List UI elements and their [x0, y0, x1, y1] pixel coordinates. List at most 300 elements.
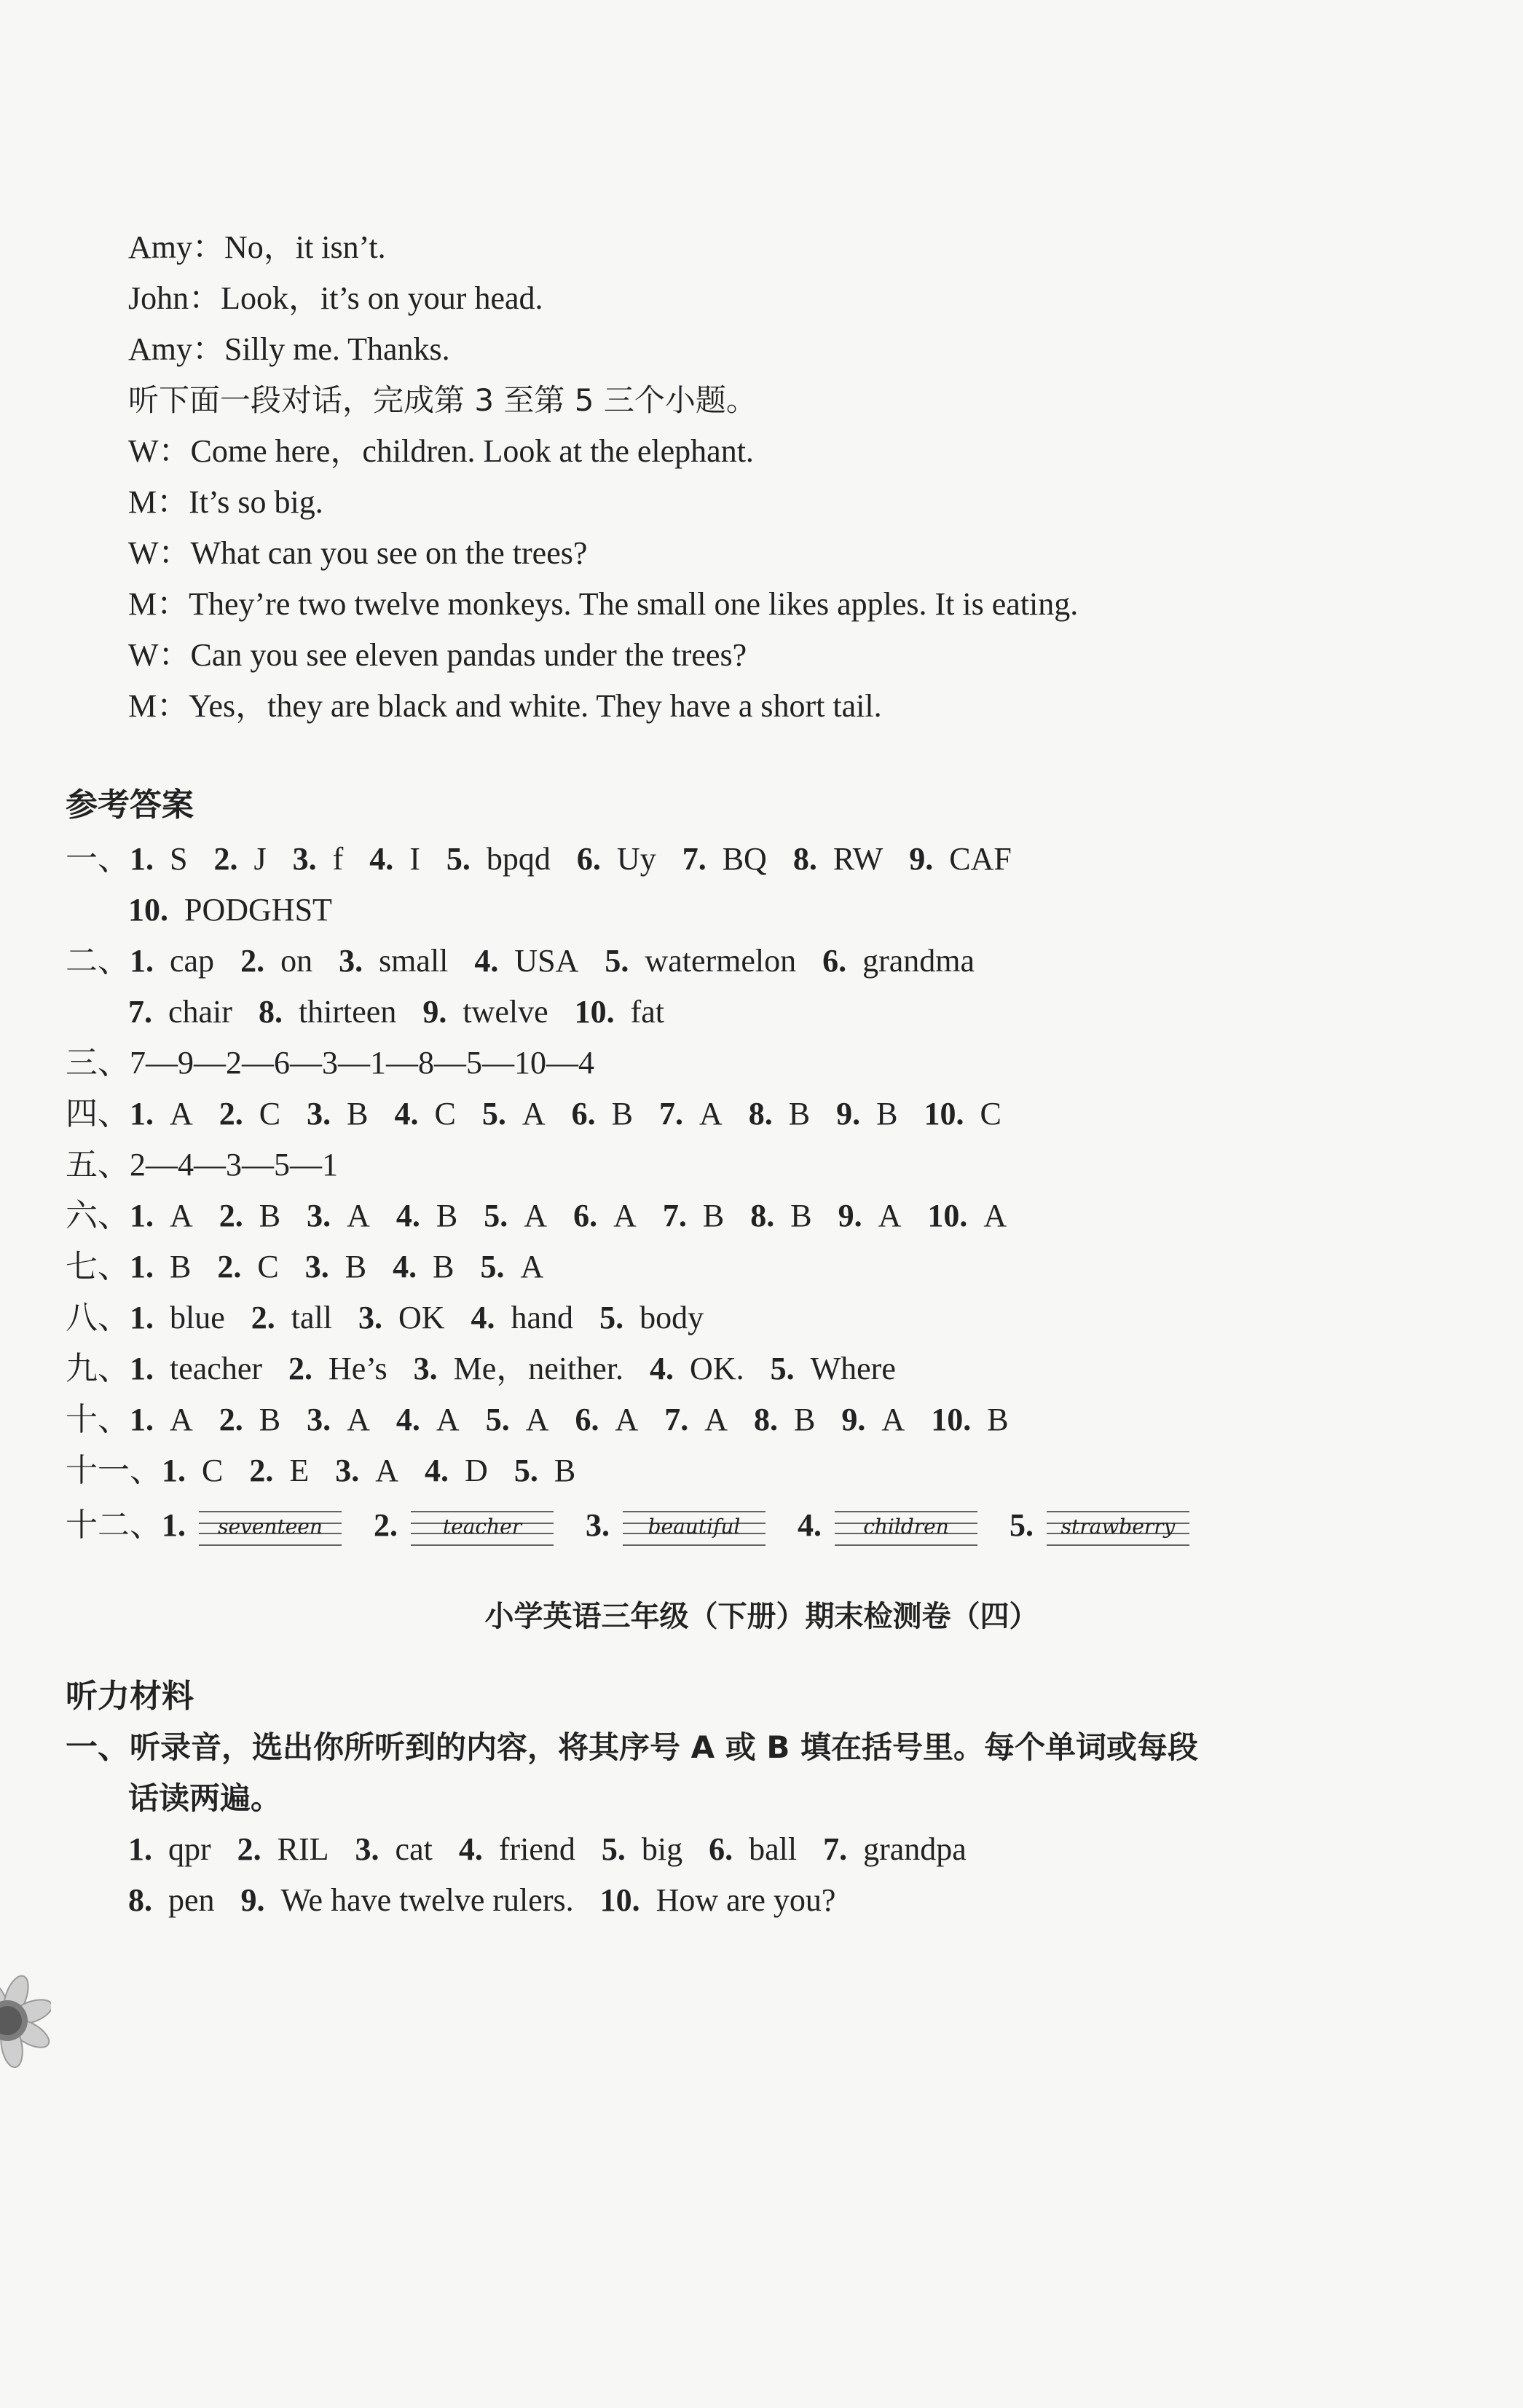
item-answer: A — [520, 1249, 544, 1284]
item-number: 1. — [162, 1507, 186, 1543]
item-answer: qpr — [168, 1831, 211, 1867]
answer-item — [259, 990, 396, 1034]
answer-item — [219, 1398, 280, 1442]
answer-item — [605, 939, 796, 983]
handwriting-line — [411, 1507, 554, 1550]
item-answer: C — [257, 1249, 279, 1284]
item-number: 4. — [458, 1831, 483, 1867]
answer-row-6 — [66, 1194, 1033, 1238]
dialogue-line: Amy：No，it isn’t. — [128, 229, 386, 265]
answer-row-5 — [66, 1143, 338, 1187]
item-number: 4. — [650, 1351, 674, 1386]
item-number: 2. — [374, 1507, 398, 1543]
item-number: 4. — [395, 1402, 420, 1437]
answer-row-11 — [66, 1449, 602, 1493]
answer-row-1-cont — [128, 888, 358, 932]
handwriting-line — [199, 1507, 342, 1550]
item-answer: twelve — [463, 994, 548, 1030]
item-number: 2. — [217, 1249, 242, 1284]
item-number: 6. — [573, 1198, 598, 1233]
item-answer: A — [375, 1453, 399, 1488]
answer-row-1 — [66, 837, 1038, 881]
answer-row-2-cont — [128, 990, 690, 1034]
answer-item — [393, 1245, 454, 1289]
item-answer: B — [790, 1198, 812, 1233]
item-number: 3. — [307, 1096, 331, 1132]
answer-item — [355, 1828, 433, 1871]
item-number: 10. — [924, 1096, 964, 1132]
answer-item — [130, 1296, 225, 1340]
answer-item — [664, 1398, 728, 1442]
section-label: 三、 — [66, 1044, 130, 1081]
item-number: 1. — [130, 841, 154, 877]
item-number: 7. — [659, 1096, 683, 1132]
item-answer: thirteen — [298, 994, 397, 1030]
item-number: 5. — [485, 1402, 510, 1437]
answer-item — [240, 939, 312, 983]
item-number: 1. — [130, 1300, 154, 1335]
item-number: 1. — [130, 1351, 154, 1386]
item-number: 3. — [358, 1300, 382, 1335]
item-number: 2. — [249, 1453, 274, 1488]
dialogue-line: M：Yes，they are black and white. They have a short tail. — [128, 688, 882, 724]
item-answer: A — [347, 1198, 370, 1233]
listening-items-row1 — [128, 1828, 993, 1871]
item-number: 1. — [130, 1402, 154, 1437]
item-number: 9. — [841, 1402, 866, 1437]
item-number: 10. — [574, 994, 615, 1030]
item-number: 5. — [480, 1249, 505, 1284]
answer-item — [395, 1092, 456, 1136]
item-number: 4. — [394, 1096, 419, 1132]
item-number: 6. — [709, 1831, 733, 1867]
section-label: 六、 — [66, 1197, 130, 1234]
handwritten-word: seventeen — [218, 1514, 323, 1539]
answer-item — [307, 1194, 370, 1238]
answer-row-10 — [66, 1398, 1035, 1442]
answer-item — [480, 1245, 543, 1289]
item-answer: B — [876, 1096, 898, 1132]
item-answer: OK — [398, 1300, 445, 1335]
item-answer: B — [259, 1198, 281, 1233]
answer-item — [414, 1347, 623, 1391]
item-number: 5. — [481, 1096, 506, 1132]
item-answer: B — [702, 1198, 725, 1233]
item-answer: B — [259, 1402, 281, 1437]
dialogue-line: Amy：Silly me. Thanks. — [128, 331, 450, 367]
answer-item — [575, 1398, 638, 1442]
section-label: 一、 — [66, 1729, 130, 1766]
item-answer: How are you? — [656, 1882, 836, 1918]
dialogue-line: M：They’re two twelve monkeys. The small one likes apples. It is eating. — [128, 586, 1079, 622]
answer-item — [128, 1828, 211, 1871]
item-answer: C — [980, 1096, 1001, 1132]
item-number: 3. — [307, 1198, 331, 1233]
answer-item — [771, 1347, 896, 1391]
answer-item — [339, 939, 448, 983]
item-number: 2. — [240, 943, 265, 979]
listening-instruction-line1 — [66, 1726, 1198, 1769]
item-answer: A — [347, 1402, 370, 1437]
section-label: 十一、 — [66, 1452, 162, 1489]
section-label: 二、 — [66, 942, 130, 979]
handwritten-word: strawberry — [1060, 1514, 1176, 1539]
answer-item — [130, 1245, 191, 1289]
item-number: 6. — [822, 943, 847, 979]
item-number: 2. — [251, 1300, 275, 1335]
answer-item — [288, 1347, 387, 1391]
answer-item — [130, 939, 214, 983]
answer-item — [749, 1092, 810, 1136]
answer-item — [841, 1398, 905, 1442]
item-number: 8. — [128, 1882, 152, 1918]
item-answer: S — [170, 841, 188, 877]
answer-item — [750, 1194, 811, 1238]
answer-item — [600, 1879, 836, 1922]
answer-item — [577, 837, 656, 881]
item-number: 3. — [586, 1507, 610, 1543]
item-answer: teacher — [170, 1351, 262, 1386]
listening-items-row2 — [128, 1879, 862, 1922]
item-number: 2. — [219, 1096, 243, 1132]
item-answer: B — [436, 1198, 458, 1233]
dialogue-line: M：It’s so big. — [128, 484, 323, 520]
item-number: 7. — [823, 1831, 848, 1867]
item-number: 2. — [213, 841, 238, 877]
answer-row-7 — [66, 1245, 570, 1289]
answer-item — [663, 1194, 724, 1238]
item-answer: E — [289, 1453, 310, 1488]
item-number: 4. — [471, 1300, 495, 1335]
answer-item — [128, 990, 232, 1034]
item-number: 3. — [355, 1831, 379, 1867]
item-answer: Uy — [616, 841, 656, 877]
item-number: 2. — [219, 1198, 243, 1233]
answer-item — [241, 1879, 574, 1922]
answer-row-12-handwriting — [66, 1504, 1221, 1550]
test-title: 小学英语三年级（下册）期末检测卷（四） — [484, 1600, 1039, 1633]
item-number: 5. — [605, 943, 629, 979]
order-sequence: 7—9—2—6—3—1—8—5—10—4 — [130, 1045, 594, 1081]
item-answer: He’s — [328, 1351, 387, 1386]
item-answer: A — [699, 1096, 723, 1132]
item-number: 8. — [792, 841, 817, 877]
item-answer: B — [433, 1249, 454, 1284]
answer-item — [575, 990, 664, 1034]
answer-item — [822, 939, 975, 983]
answer-item — [335, 1449, 398, 1493]
item-answer: A — [881, 1402, 905, 1437]
answer-item — [128, 888, 332, 932]
item-number: 2. — [219, 1402, 243, 1437]
answer-item — [251, 1296, 332, 1340]
item-number: 1. — [130, 1198, 154, 1233]
item-answer: A — [170, 1096, 193, 1132]
item-number: 5. — [446, 841, 471, 877]
item-answer: RIL — [277, 1831, 329, 1867]
item-answer: Me，neither. — [453, 1351, 624, 1386]
instruction-text: 听录音，选出你所听到的内容，将其序号 A 或 B 填在括号里。每个单词或每段 — [130, 1729, 1199, 1765]
answer-item — [599, 1296, 704, 1340]
item-number: 5. — [770, 1351, 795, 1386]
item-number: 3. — [413, 1351, 438, 1386]
item-number: 3. — [292, 841, 317, 877]
item-answer: A — [613, 1198, 637, 1233]
item-number: 4. — [798, 1507, 822, 1543]
answer-item — [682, 837, 767, 881]
item-number: 3. — [335, 1453, 360, 1488]
section-label: 九、 — [66, 1350, 130, 1387]
item-number: 3. — [307, 1402, 331, 1437]
item-answer: on — [280, 943, 313, 979]
item-answer: A — [615, 1402, 639, 1437]
answer-item — [396, 1194, 457, 1238]
item-answer: OK. — [690, 1351, 744, 1386]
item-answer: D — [465, 1453, 488, 1488]
item-number: 9. — [836, 1096, 861, 1132]
answer-item — [128, 1879, 215, 1922]
item-number: 7. — [128, 994, 152, 1030]
item-number: 3. — [304, 1249, 329, 1284]
answer-item — [213, 837, 266, 881]
answer-item — [130, 837, 187, 881]
listening-instruction: 听下面一段对话，完成第 3 至第 5 三个小题。 — [128, 382, 757, 418]
answer-item — [514, 1449, 575, 1493]
dialogue-line: W：Come here，children. Look at the elephant. — [128, 433, 754, 469]
item-number: 4. — [474, 943, 499, 979]
item-answer: BQ — [722, 841, 767, 877]
handwriting-line — [1047, 1507, 1189, 1550]
item-answer: B — [554, 1453, 576, 1488]
answer-item — [927, 1194, 1007, 1238]
item-number: 9. — [240, 1882, 265, 1918]
item-number: 1. — [130, 943, 154, 979]
answer-item — [396, 1398, 460, 1442]
answer-item — [307, 1092, 368, 1136]
handwritten-word: teacher — [442, 1514, 522, 1539]
section-label: 一、 — [66, 840, 130, 877]
item-answer: pen — [168, 1882, 215, 1918]
answer-item — [249, 1449, 309, 1493]
item-answer: A — [525, 1402, 549, 1437]
answer-item — [369, 837, 420, 881]
handwriting-line — [835, 1507, 977, 1550]
answer-item — [130, 1398, 193, 1442]
item-number: 2. — [237, 1831, 261, 1867]
item-answer: CAF — [949, 841, 1012, 877]
order-sequence: 2—4—3—5—1 — [130, 1147, 338, 1183]
item-answer: chair — [168, 994, 232, 1030]
answer-item — [709, 1828, 797, 1871]
answer-item — [931, 1398, 1008, 1442]
item-answer: I — [409, 841, 420, 877]
item-number: 5. — [1010, 1507, 1034, 1543]
answer-item — [130, 1092, 193, 1136]
answers-heading: 参考答案 — [66, 786, 194, 824]
answer-item — [793, 837, 883, 881]
item-answer: A — [704, 1402, 728, 1437]
item-answer: USA — [514, 943, 579, 979]
item-number: 5. — [484, 1198, 508, 1233]
item-answer: big — [641, 1831, 683, 1867]
item-answer: B — [987, 1402, 1009, 1437]
item-answer: B — [345, 1249, 367, 1284]
section-label: 五、 — [66, 1146, 130, 1183]
section-label: 十、 — [66, 1401, 130, 1438]
handwritten-word: beautiful — [648, 1514, 741, 1539]
item-number: 4. — [425, 1453, 449, 1488]
item-number: 1. — [162, 1453, 186, 1488]
item-answer: A — [524, 1198, 548, 1233]
item-number: 10. — [931, 1402, 972, 1437]
item-answer: A — [170, 1198, 193, 1233]
item-number: 4. — [369, 841, 394, 877]
answer-item — [754, 1398, 815, 1442]
answer-item — [573, 1194, 637, 1238]
item-answer: A — [878, 1198, 902, 1233]
answer-item — [130, 1194, 193, 1238]
item-number: 6. — [576, 841, 601, 877]
sunflower-icon — [0, 1966, 51, 2075]
item-number: 8. — [258, 994, 283, 1030]
item-answer: small — [379, 943, 449, 979]
dialogue-line: W：Can you see eleven pandas under the trees? — [128, 637, 747, 673]
item-number: 6. — [571, 1096, 596, 1132]
answer-row-4 — [66, 1092, 1028, 1136]
answer-item — [293, 837, 344, 881]
answer-item — [358, 1296, 445, 1340]
section-label: 四、 — [66, 1095, 130, 1132]
item-number: 8. — [750, 1198, 775, 1233]
answer-row-9 — [66, 1347, 922, 1391]
answer-item — [446, 837, 551, 881]
answer-item — [838, 1194, 902, 1238]
item-answer: A — [436, 1402, 460, 1437]
dialogue-line: John：Look，it’s on your head. — [128, 280, 543, 316]
item-answer: B — [347, 1096, 369, 1132]
answer-item — [482, 1092, 546, 1136]
item-answer: blue — [170, 1300, 225, 1335]
item-answer: fat — [630, 994, 665, 1030]
item-answer: J — [253, 841, 267, 877]
item-answer: grandma — [862, 943, 975, 979]
item-answer: ball — [749, 1831, 798, 1867]
answer-item — [924, 1092, 1001, 1136]
item-number: 7. — [664, 1402, 689, 1437]
item-answer: Where — [810, 1351, 896, 1386]
item-answer: RW — [833, 841, 884, 877]
item-number: 7. — [662, 1198, 687, 1233]
answer-item — [484, 1194, 547, 1238]
item-number: 9. — [422, 994, 447, 1030]
item-number: 10. — [599, 1882, 640, 1918]
answer-row-2 — [66, 939, 1001, 983]
answer-item — [474, 939, 578, 983]
item-answer: PODGHST — [184, 892, 332, 928]
item-number: 10. — [128, 892, 168, 928]
item-number: 8. — [748, 1096, 773, 1132]
item-answer: C — [259, 1096, 281, 1132]
item-number: 1. — [128, 1831, 152, 1867]
answer-row-8 — [66, 1296, 730, 1340]
section-label: 十二、 — [66, 1507, 162, 1544]
item-answer: cat — [395, 1831, 433, 1867]
answer-item — [237, 1828, 329, 1871]
handwriting-line — [623, 1507, 766, 1550]
handwritten-word: children — [863, 1514, 949, 1539]
answer-item — [422, 990, 548, 1034]
answer-item — [823, 1828, 967, 1871]
item-number: 5. — [513, 1453, 538, 1488]
item-answer: C — [434, 1096, 456, 1132]
item-answer: friend — [498, 1831, 575, 1867]
answer-item — [572, 1092, 633, 1136]
item-answer: A — [170, 1402, 193, 1437]
item-number: 4. — [393, 1249, 417, 1284]
answer-item — [219, 1092, 280, 1136]
item-answer: f — [332, 841, 344, 877]
item-number: 8. — [754, 1402, 779, 1437]
answer-item — [217, 1245, 278, 1289]
dialogue-line: W：What can you see on the trees? — [128, 535, 588, 571]
item-answer: body — [639, 1300, 704, 1335]
item-answer: B — [170, 1249, 192, 1284]
answer-item — [486, 1398, 549, 1442]
item-number: 5. — [599, 1300, 624, 1335]
answer-item — [836, 1092, 897, 1136]
item-answer: A — [983, 1198, 1007, 1233]
item-answer: tall — [291, 1300, 332, 1335]
section-label: 八、 — [66, 1299, 130, 1336]
item-answer: C — [202, 1453, 224, 1488]
listening-heading: 听力材料 — [66, 1678, 194, 1715]
answer-item — [425, 1449, 488, 1493]
item-number: 7. — [682, 841, 707, 877]
section-label: 七、 — [66, 1248, 130, 1285]
item-number: 3. — [339, 943, 363, 979]
answer-item — [471, 1296, 574, 1340]
item-answer: We have twelve rulers. — [280, 1882, 574, 1918]
item-answer: bpqd — [486, 841, 551, 877]
item-answer: cap — [170, 943, 215, 979]
item-number: 6. — [575, 1402, 599, 1437]
item-number: 4. — [395, 1198, 420, 1233]
item-answer: B — [611, 1096, 633, 1132]
item-number: 1. — [130, 1096, 154, 1132]
answer-row-3 — [66, 1041, 594, 1085]
item-answer: hand — [511, 1300, 574, 1335]
item-number: 1. — [130, 1249, 154, 1284]
item-number: 9. — [838, 1198, 862, 1233]
answer-item — [219, 1194, 280, 1238]
item-number: 9. — [909, 841, 934, 877]
item-answer: B — [794, 1402, 816, 1437]
item-number: 2. — [288, 1351, 312, 1386]
item-number: 10. — [927, 1198, 968, 1233]
item-answer: B — [788, 1096, 811, 1132]
answer-item — [909, 837, 1012, 881]
answer-item — [305, 1245, 366, 1289]
listening-instruction-line2: 话读两遍。 — [128, 1780, 282, 1816]
answer-item — [659, 1092, 723, 1136]
answer-item — [650, 1347, 744, 1391]
item-answer: grandpa — [863, 1831, 967, 1867]
answer-item — [162, 1449, 223, 1493]
item-answer: A — [522, 1096, 546, 1132]
answer-item — [130, 1347, 262, 1391]
item-answer: watermelon — [645, 943, 797, 979]
answer-item — [602, 1828, 682, 1871]
